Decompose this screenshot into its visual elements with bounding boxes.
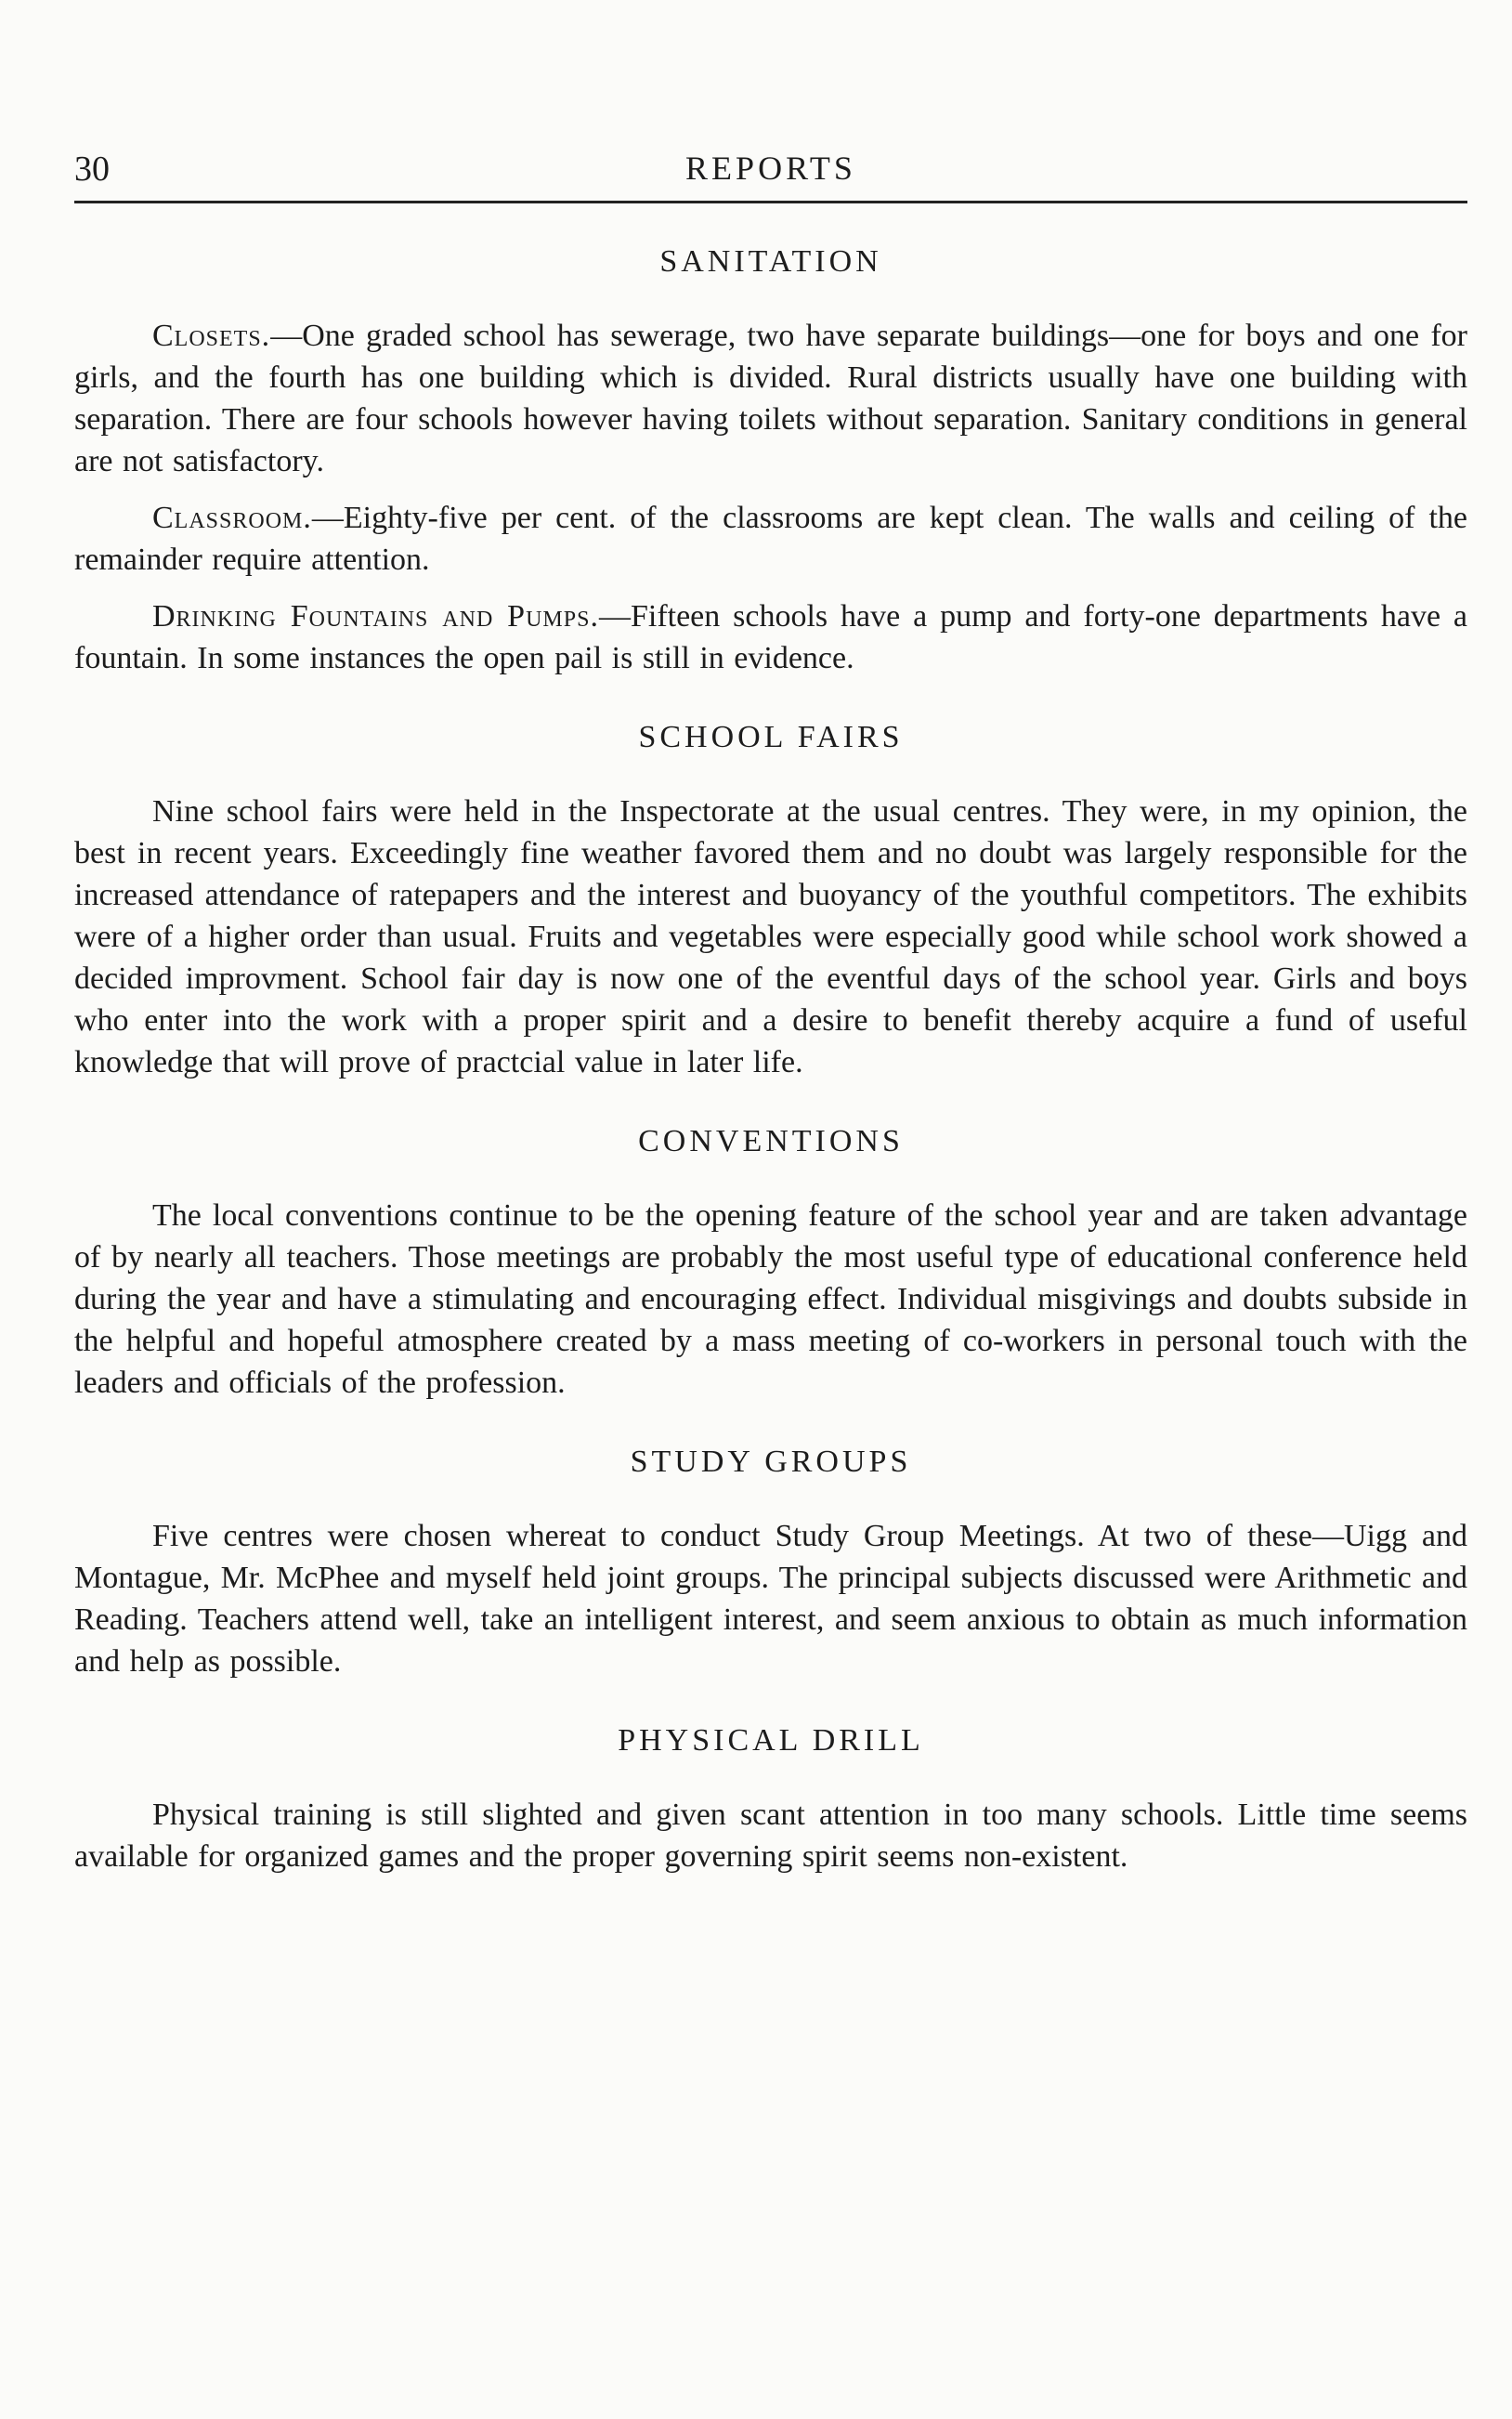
- section-physical-drill: [74, 1723, 1467, 1877]
- section-conventions: [74, 1124, 1467, 1404]
- section-school-fairs: [74, 720, 1467, 1083]
- section-heading: CONVENTIONS: [638, 1124, 904, 1158]
- paragraph-lead: Drinking Fountains and Pumps.: [152, 599, 599, 634]
- paragraph-drinking-fountains: [74, 595, 1467, 679]
- section-heading: STUDY GROUPS: [630, 1445, 912, 1479]
- section-heading: SANITATION: [659, 244, 882, 279]
- page-number: 30: [74, 150, 110, 189]
- paragraph-lead: Classroom.: [152, 501, 312, 535]
- paragraph-closets: [74, 315, 1467, 482]
- page-header: [74, 139, 1467, 195]
- paragraph-text: —Fifteen schools have a pump and forty-one departments have a fountain. In some instances the open pail is still in evidence.: [74, 599, 1468, 675]
- section-study-groups: [74, 1445, 1467, 1682]
- section-heading: SCHOOL FAIRS: [638, 720, 904, 754]
- paragraph-lead: Closets.: [152, 319, 271, 353]
- header-rule: [74, 201, 1467, 203]
- paragraph-study-groups: Five centres were chosen whereat to conduct Study Group Meetings. At two of these—Uigg and Montague, Mr. McPhee and myself held joint groups. The principal subjects discussed were Arithmetic and Reading. Teachers attend well, take an intelligent interest, and seem anxious to obtain as much information and help as possible.: [74, 1519, 1467, 1679]
- section-heading: PHYSICAL DRILL: [618, 1723, 924, 1758]
- document-page: [74, 139, 1467, 1918]
- paragraph-school-fairs: Nine school fairs were held in the Inspectorate at the usual centres. They were, in my opinion, the best in recent years. Exceedingly fine weather favored them and no doubt was largely responsible for the increased attendance of ratepapers and the interest and buoyancy of the youthful competitors. The exhibits were of a higher order than usual. Fruits and vegetables were especially good while school work showed a decided improvment. School fair day is now one of the eventful days of the school year. Girls and boys who enter into the work with a proper spirit and a desire to benefit thereby acquire a fund of useful knowledge that will prove of practcial value in later life.: [74, 794, 1467, 1079]
- paragraph-text: —Eighty-five per cent. of the classrooms are kept clean. The walls and ceiling of the remainder require attention.: [74, 501, 1467, 577]
- paragraph-physical-drill: Physical training is still slighted and given scant attention in too many schools. Little time seems available for organized games and the proper governing spirit seems non-existent.: [74, 1798, 1467, 1874]
- paragraph-text: —One graded school has sewerage, two have separate buildings—one for boys and one for girls, and the fourth has one building which is divided. Rural districts usually have one building with separation. There are four schools however having toilets without separation. Sanitary conditions in general are not satisfactory.: [74, 319, 1467, 478]
- paragraph-conventions: The local conventions continue to be the opening feature of the school year and are taken advantage of by nearly all teachers. Those meetings are probably the most useful type of educational conference held during the year and have a stimulating and encouraging effect. Individual misgivings and doubts subside in the helpful and hopeful atmosphere created by a mass meeting of co-workers in personal touch with the leaders and officials of the profession.: [74, 1198, 1467, 1400]
- paragraph-classroom: [74, 497, 1467, 581]
- section-sanitation: [74, 244, 1467, 679]
- running-title: REPORTS: [685, 150, 856, 187]
